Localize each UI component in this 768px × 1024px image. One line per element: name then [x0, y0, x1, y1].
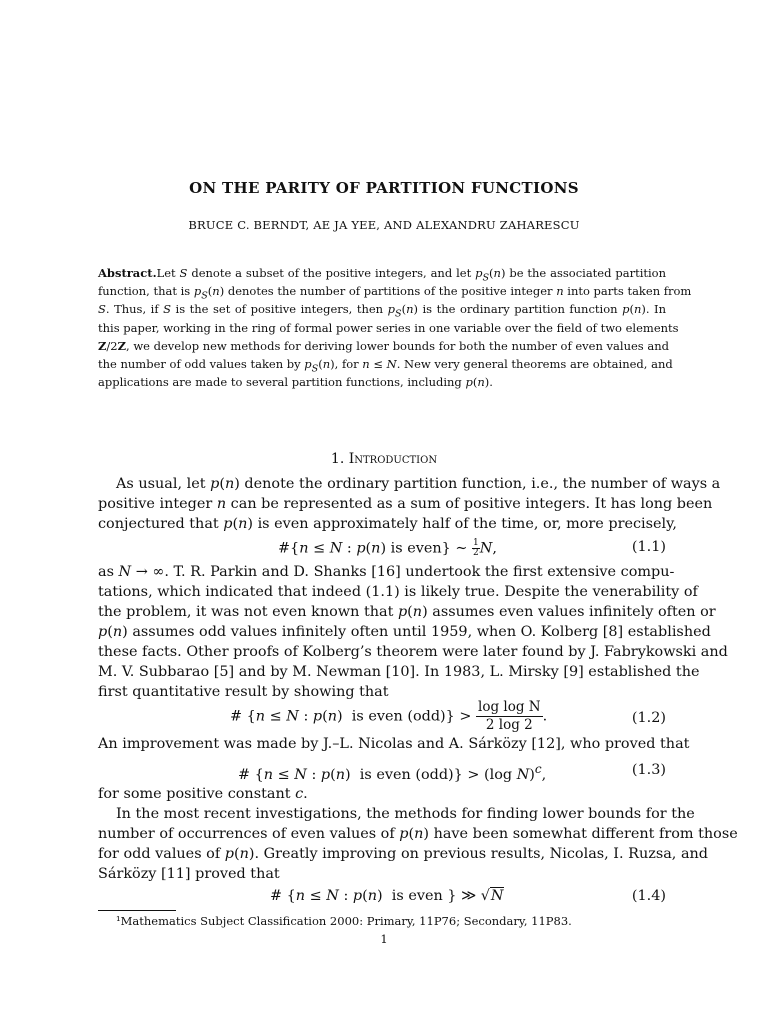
abstract-line: Abstract.Let S denote a subset of the positive integers, and let $p_S(n)$ be the associated partition	[98, 266, 666, 284]
section-title: Introduction	[348, 451, 438, 467]
body-line: As usual, let p(n) denote the ordinary partition function, i.e., the number of ways a	[116, 476, 721, 492]
abstract-line: function, that is $p_S(n)$ denotes the number of partitions of the positive integer n into parts taken from	[98, 284, 692, 302]
body-line: these facts. Other proofs of Kolberg’s theorem were later found by J. Fabrykowski and	[98, 644, 728, 660]
body-line: the problem, it was not even known that p(n) assumes even values infinitely often or	[98, 604, 716, 620]
body-line: conjectured that p(n) is even approximately half of the time, or, more precisely,	[98, 516, 677, 532]
footnote-rule	[98, 910, 176, 911]
body-line: p(n) assumes odd values infinitely often until 1959, when O. Kolberg [8] established	[98, 624, 711, 640]
body-line: tations, which indicated that indeed (1.1) is likely true. Despite the venerability of	[98, 584, 698, 600]
equation-1-3-tag: (1.3)	[631, 762, 666, 778]
footnote: ¹Mathematics Subject Classification 2000: Primary, 11P76; Secondary, 11P83.	[116, 914, 572, 928]
abstract-line: this paper, working in the ring of formal power series in one variable over the field of two elements	[98, 320, 679, 335]
body-line: number of occurrences of even values of p(n) have been somewhat different from those	[98, 826, 738, 842]
section-number: 1.	[330, 451, 345, 467]
abstract-line: applications are made to several partition functions, including p(n).	[98, 375, 493, 390]
equation-1-2-numerator: log log N	[478, 699, 541, 715]
abstract-line: the number of odd values taken by $p_S(n)$, for n ≤ N. New very general theorems are obtained, and	[98, 356, 673, 375]
body-line: Sárközy [11] proved that	[98, 866, 280, 882]
equation-1-2-tag: (1.2)	[631, 710, 666, 726]
section-heading	[0, 451, 768, 467]
equation-1-4-tag: (1.4)	[631, 888, 666, 904]
paper-authors: BRUCE C. BERNDT, AE JA YEE, AND ALEXANDRU ZAHARESCU	[188, 218, 580, 232]
page-number: 1	[380, 932, 388, 946]
abstract-line: S. Thus, if S is the set of positive integers, then $p_S(n)$ is the ordinary partition function p(n). In	[98, 302, 666, 320]
abstract-line: Z/2Z, we develop new methods for deriving lower bounds for both the number of even values and	[98, 338, 669, 353]
equation-1-1-expression: #{n ≤ N : p(n) is even} ∼ $\frac{1}{2}$ N,	[278, 538, 497, 558]
abstract	[98, 264, 692, 391]
equation-1-1	[98, 539, 666, 559]
body-line: M. V. Subbarao [5] and by M. Newman [10]. In 1983, L. Mirsky [9] established the	[98, 664, 700, 680]
body-line: for some positive constant c.	[98, 786, 308, 802]
equation-1-2-expression: # {n ≤ N : p(n) is even (odd)} > $\frac{\text{log log N}}{2 \log 2}$ .	[230, 699, 548, 733]
equation-1-1-tag: (1.1)	[631, 539, 666, 555]
equation-1-4-expression: # {n ≤ N : p(n) is even } ≫ √N	[270, 888, 504, 904]
body-line: positive integer n can be represented as a sum of positive integers. It has long been	[98, 496, 713, 512]
equation-1-2-denominator: 2 log 2	[485, 717, 533, 733]
equation-1-2	[98, 699, 666, 739]
abstract-label: Abstract.	[98, 266, 157, 280]
body-line: first quantitative result by showing that	[98, 684, 389, 700]
body-line: for odd values of p(n). Greatly improving on previous results, Nicolas, I. Ruzsa, and	[98, 846, 709, 862]
body-line: An improvement was made by J.–L. Nicolas and A. Sárközy [12], who proved that	[98, 736, 690, 752]
body-line: as N → ∞. T. R. Parkin and D. Shanks [16] undertook the first extensive compu-	[98, 564, 675, 580]
paper-title: ON THE PARITY OF PARTITION FUNCTIONS	[189, 179, 579, 197]
equation-1-3	[98, 762, 666, 782]
body-line: In the most recent investigations, the methods for finding lower bounds for the	[116, 806, 695, 822]
equation-1-3-expression: # {n ≤ N : p(n) is even (odd)} > (log N)$^c$,	[238, 762, 547, 783]
equation-1-4	[98, 886, 666, 908]
